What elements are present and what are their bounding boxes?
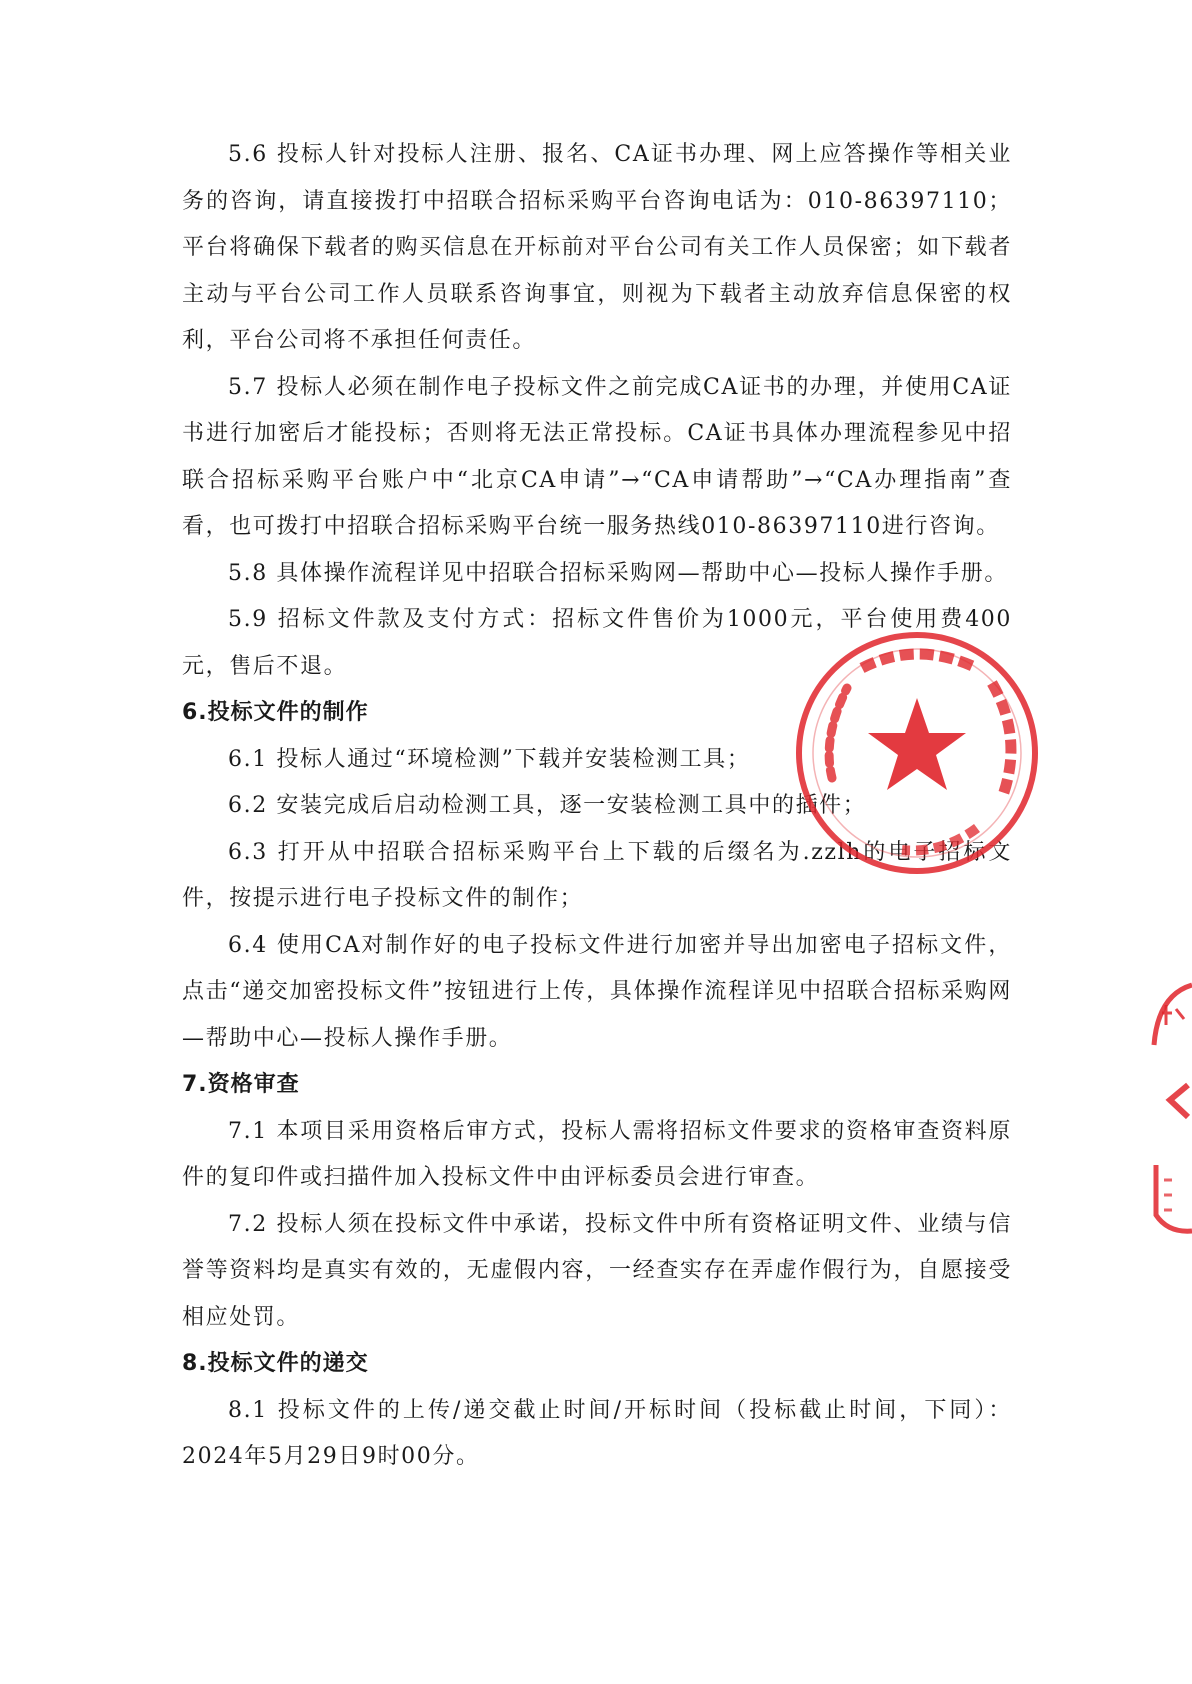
paragraph-7-1: 7.1 本项目采用资格后审方式，投标人需将招标文件要求的资格审查资料原件的复印件或扫描件加入投标文件中由评标委员会进行审查。 — [182, 1118, 1012, 1190]
paragraph-7-2: 7.2 投标人须在投标文件中承诺，投标文件中所有资格证明文件、业绩与信誉等资料均是真实有效的，无虚假内容，一经查实存在弄虚作假行为，自愿接受相应处罚。 — [182, 1211, 1012, 1330]
paragraph-8-1: 8.1 投标文件的上传/递交截止时间/开标时间（投标截止时间，下同）：2024年5月29日9时00分。 — [182, 1397, 1012, 1469]
section-heading-6: 6.投标文件的制作 — [182, 700, 369, 725]
section-heading-8: 8.投标文件的递交 — [182, 1351, 369, 1376]
paragraph-6-1: 6.1 投标人通过“环境检测”下载并安装检测工具； — [228, 746, 751, 772]
paragraph-5-7: 5.7 投标人必须在制作电子投标文件之前完成CA证书的办理，并使用CA证书进行加密后才能投标；否则将无法正常投标。CA证书具体办理流程参见中招联合招标采购平台账户中“北京CA申请”→“CA申请帮助”→“CA办理指南”查看，也可拨打中招联合招标采购平台统一服务热线010-86397110进行咨询。 — [182, 374, 1012, 539]
paragraph-6-4: 6.4 使用CA对制作好的电子投标文件进行加密并导出加密电子招标文件，点击“递交加密投标文件”按钮进行上传，具体操作流程详见中招联合招标采购网—帮助中心—投标人操作手册。 — [182, 932, 1012, 1051]
document-body — [182, 132, 1012, 1481]
paragraph-5-9: 5.9 招标文件款及支付方式：招标文件售价为1000元，平台使用费400元，售后不退。 — [182, 607, 1012, 679]
paragraph-5-6: 5.6 投标人针对投标人注册、报名、CA证书办理、网上应答操作等相关业务的咨询，请直接拨打中招联合招标采购平台咨询电话为：010-86397110；平台将确保下载者的购买信息在开标前对平台公司有关工作人员保密；如下载者主动与平台公司工作人员联系咨询事宜，则视为下载者主动放弃信息保密的权利，平台公司将不承担任何责任。 — [182, 142, 1012, 353]
edge-seal-icon — [1148, 975, 1192, 1235]
section-heading-7: 7.资格审查 — [182, 1072, 300, 1097]
paragraph-5-8: 5.8 具体操作流程详见中招联合招标采购网—帮助中心—投标人操作手册。 — [228, 560, 1008, 586]
paragraph-6-2: 6.2 安装完成后启动检测工具，逐一安装检测工具中的插件； — [228, 793, 867, 818]
paragraph-6-3: 6.3 打开从中招联合招标采购平台上下载的后缀名为.zzlh的电子招标文件，按提示进行电子投标文件的制作； — [182, 839, 1012, 911]
